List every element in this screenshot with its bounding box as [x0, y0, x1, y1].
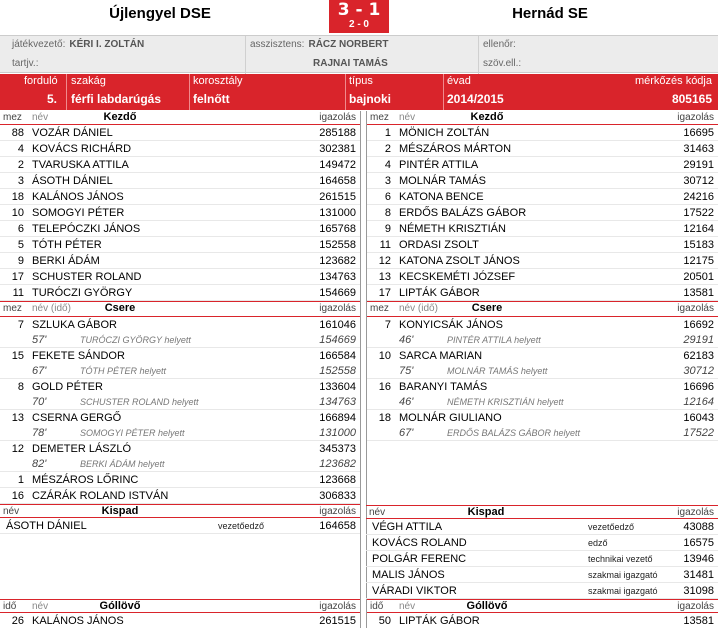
- home-scorers-header: [0, 599, 360, 613]
- shirt-number: 4: [17, 143, 24, 155]
- szov-field: [483, 58, 521, 69]
- license-id: 15183: [683, 239, 714, 251]
- player-name[interactable]: SARCA MARIAN: [399, 350, 483, 362]
- player-name[interactable]: SZLUKA GÁBOR: [32, 319, 117, 331]
- player-name[interactable]: PINTÉR ATTILA: [399, 159, 479, 171]
- player-row[interactable]: [367, 253, 718, 269]
- col-nev: név: [32, 601, 49, 612]
- license-id: 12164: [683, 223, 714, 235]
- shirt-number: 2: [17, 159, 24, 171]
- license-id: 164658: [319, 175, 356, 187]
- staff-name[interactable]: VÁRADI VIKTOR: [372, 585, 457, 597]
- season-value: 2014/2015: [447, 92, 504, 106]
- license-id: 16695: [683, 127, 714, 139]
- player-name[interactable]: KONYICSÁK JÁNOS: [399, 319, 503, 331]
- round-label: forduló: [24, 75, 58, 87]
- shirt-number: 8: [17, 381, 24, 393]
- license-id: 345373: [319, 443, 356, 455]
- license-id: 12175: [683, 255, 714, 267]
- staff-role: edző: [588, 538, 608, 548]
- player-row[interactable]: [367, 237, 718, 253]
- player-row[interactable]: [367, 205, 718, 221]
- col-mez: mez: [3, 303, 22, 314]
- license-id: 17522: [683, 207, 714, 219]
- shirt-number: 16: [11, 490, 24, 502]
- shirt-number: 6: [17, 223, 24, 235]
- home-team-name[interactable]: Újlengyel DSE: [109, 5, 211, 22]
- player-name[interactable]: MÖNICH ZOLTÁN: [399, 127, 490, 139]
- away-subs-header: [367, 301, 718, 317]
- scorers-title: Góllövő: [466, 600, 508, 612]
- player-name[interactable]: KECSKEMÉTI JÓZSEF: [399, 271, 516, 283]
- col-igazolas: igazolás: [319, 601, 356, 612]
- replaced-player: ERDŐS BALÁZS GÁBOR helyett: [447, 428, 581, 438]
- player-row[interactable]: [367, 189, 718, 205]
- shirt-number: 9: [384, 223, 391, 235]
- col-igazolas: igazolás: [677, 507, 714, 518]
- col-igazolas: igazolás: [677, 601, 714, 612]
- player-name[interactable]: FEKETE SÁNDOR: [32, 350, 125, 362]
- replaced-player: NÉMETH KRISZTIÁN helyett: [447, 397, 564, 407]
- license-id: 164658: [319, 520, 356, 532]
- staff-row[interactable]: [0, 518, 360, 534]
- shirt-number: 13: [11, 412, 24, 424]
- staff-role: technikai vezető: [588, 554, 653, 564]
- type-cell: [346, 74, 444, 110]
- replaced-player: SOMOGYI PÉTER helyett: [80, 428, 185, 438]
- replaced-license-id: 17522: [683, 427, 714, 439]
- substitution-row[interactable]: [367, 379, 718, 410]
- shirt-number: 18: [11, 191, 24, 203]
- subs-title: Csere: [104, 302, 136, 314]
- replaced-player: PINTÉR ATTILA helyett: [447, 335, 541, 345]
- bench-title: Kispad: [467, 506, 505, 518]
- player-row[interactable]: [0, 173, 360, 189]
- license-id: 16692: [683, 319, 714, 331]
- license-id: 306833: [319, 490, 356, 502]
- replaced-player: TURÓCZI GYÖRGY helyett: [80, 335, 191, 345]
- shirt-number: 1: [384, 127, 391, 139]
- branch-cell: [67, 74, 190, 110]
- shirt-number: 1: [17, 474, 24, 486]
- player-row[interactable]: [367, 221, 718, 237]
- license-id: 285188: [319, 127, 356, 139]
- shirt-number: 16: [378, 381, 391, 393]
- player-row[interactable]: [367, 125, 718, 141]
- replaced-license-id: 134763: [319, 396, 356, 408]
- player-name[interactable]: BERKI ÁDÁM: [32, 255, 100, 267]
- replaced-license-id: 123682: [319, 458, 356, 470]
- player-row[interactable]: [367, 141, 718, 157]
- referee-label: játékvezető:: [12, 39, 66, 50]
- player-name[interactable]: VOZÁR DÁNIEL: [32, 127, 113, 139]
- home-starters-list: [0, 125, 360, 301]
- scorer-row[interactable]: [0, 613, 360, 628]
- license-id: 31098: [683, 585, 714, 597]
- starters-title: Kezdő: [103, 111, 137, 123]
- license-id: 31481: [683, 569, 714, 581]
- shirt-number: 6: [384, 191, 391, 203]
- staff-row[interactable]: [366, 519, 718, 535]
- col-nev-ido: név (idő): [399, 303, 438, 314]
- final-score: 3 - 1: [337, 0, 381, 20]
- license-id: 302381: [319, 143, 356, 155]
- staff-name[interactable]: POLGÁR FERENC: [372, 553, 467, 565]
- home-team-panel: [0, 111, 361, 628]
- subs-title: Csere: [471, 302, 503, 314]
- controller-field: [483, 39, 516, 50]
- reserve-referee-field: [12, 58, 38, 69]
- player-name[interactable]: NÉMETH KRISZTIÁN: [399, 223, 506, 235]
- round-value: 5.: [47, 92, 58, 106]
- player-name[interactable]: TÓTH PÉTER: [32, 239, 102, 251]
- license-id: 161046: [319, 319, 356, 331]
- col-igazolas: igazolás: [319, 303, 356, 314]
- replaced-player: MOLNÁR TAMÁS helyett: [447, 366, 548, 376]
- shirt-number: 3: [384, 175, 391, 187]
- col-mez: mez: [370, 303, 389, 314]
- player-name[interactable]: KATONA ZSOLT JÁNOS: [399, 255, 520, 267]
- player-name[interactable]: TELEPÓCZKI JÁNOS: [32, 223, 141, 235]
- substitution-row[interactable]: [367, 410, 718, 441]
- substitution-row[interactable]: [367, 348, 718, 379]
- shirt-number: 11: [379, 239, 391, 251]
- staff-role: vezetőedző: [218, 521, 265, 531]
- away-bench-section: [366, 505, 718, 599]
- away-bench-list: [366, 519, 718, 599]
- col-igazolas: igazolás: [319, 506, 356, 517]
- staff-row[interactable]: [366, 567, 718, 583]
- goal-minute: 50: [378, 615, 391, 627]
- staff-name[interactable]: ÁSOTH DÁNIEL: [6, 520, 87, 532]
- license-id: 20501: [683, 271, 714, 283]
- scorer-row[interactable]: [367, 613, 718, 628]
- away-scorers-section: [366, 599, 718, 628]
- staff-name[interactable]: MALIS JÁNOS: [372, 569, 445, 581]
- replaced-license-id: 131000: [319, 427, 356, 439]
- license-id: 24216: [683, 191, 714, 203]
- replaced-player: SCHUSTER ROLAND helyett: [80, 397, 199, 407]
- player-row[interactable]: [0, 189, 360, 205]
- player-name[interactable]: ÁSOTH DÁNIEL: [32, 175, 113, 187]
- substitution-row[interactable]: [0, 348, 360, 379]
- substitution-row[interactable]: [0, 441, 360, 472]
- replaced-player: BERKI ÁDÁM helyett: [80, 459, 165, 469]
- season-cell: [444, 74, 718, 110]
- substitution-minute: 67': [32, 365, 47, 377]
- replaced-player: TÓTH PÉTER helyett: [80, 366, 167, 376]
- player-name[interactable]: MÉSZÁROS MÁRTON: [399, 143, 512, 155]
- referee-name: KÉRI I. ZOLTÁN: [69, 39, 145, 50]
- player-name[interactable]: DEMETER LÁSZLÓ: [32, 443, 132, 455]
- license-id: 152558: [319, 239, 356, 251]
- col-nev-ido: név (idő): [32, 303, 71, 314]
- player-row[interactable]: [0, 253, 360, 269]
- szov-label: szöv.ell.:: [483, 58, 522, 69]
- home-subs-list: [0, 317, 360, 472]
- player-row[interactable]: [367, 157, 718, 173]
- shirt-number: 3: [17, 175, 24, 187]
- age-group-label: korosztály: [193, 75, 243, 87]
- home-scorers-list: [0, 613, 360, 628]
- branch-label: szakág: [71, 75, 106, 87]
- replaced-license-id: 29191: [683, 334, 714, 346]
- controller-label: ellenőr:: [483, 39, 516, 50]
- col-nev: név: [399, 601, 416, 612]
- age-group-value: felnőtt: [193, 92, 230, 106]
- player-name[interactable]: ORDASI ZSOLT: [399, 239, 479, 251]
- col-ido: idő: [370, 601, 384, 612]
- staff-name[interactable]: VÉGH ATTILA: [372, 521, 443, 533]
- scorer-name[interactable]: KALÁNOS JÁNOS: [32, 615, 124, 627]
- col-igazolas: igazolás: [677, 112, 714, 123]
- assistant-2-name: RAJNAI TAMÁS: [313, 58, 388, 69]
- type-label: típus: [349, 75, 373, 87]
- score-box: [329, 0, 389, 33]
- license-id: 31463: [683, 143, 714, 155]
- officials-bar: [0, 35, 718, 73]
- substitution-minute: 57': [32, 334, 47, 346]
- col-nev: név: [32, 112, 49, 123]
- officials-divider: [478, 36, 479, 74]
- player-name[interactable]: LIPTÁK GÁBOR: [399, 287, 480, 299]
- substitution-minute: 75': [399, 365, 414, 377]
- player-name[interactable]: ERDŐS BALÁZS GÁBOR: [399, 207, 527, 219]
- player-row[interactable]: [0, 141, 360, 157]
- license-id: 154669: [319, 287, 356, 299]
- replaced-license-id: 12164: [683, 396, 714, 408]
- license-id: 165768: [319, 223, 356, 235]
- license-id: 261515: [319, 615, 356, 627]
- home-starters-header: [0, 111, 360, 125]
- player-name[interactable]: CZÁRÁK ROLAND ISTVÁN: [32, 490, 169, 502]
- away-scorers-header: [367, 599, 718, 613]
- player-name[interactable]: KOVÁCS RICHÁRD: [32, 143, 132, 155]
- substitution-row[interactable]: [0, 379, 360, 410]
- player-name[interactable]: MOLNÁR TAMÁS: [399, 175, 486, 187]
- shirt-number: 11: [12, 287, 24, 299]
- col-igazolas: igazolás: [319, 112, 356, 123]
- starters-title: Kezdő: [470, 111, 504, 123]
- substitution-minute: 67': [399, 427, 414, 439]
- shirt-number: 17: [11, 271, 24, 283]
- player-name[interactable]: MÉSZÁROS LŐRINC: [32, 474, 139, 486]
- col-nev: név: [369, 507, 386, 518]
- staff-role: szakmai igazgató: [588, 586, 658, 596]
- player-name[interactable]: TURÓCZI GYÖRGY: [32, 287, 133, 299]
- shirt-number: 2: [384, 143, 391, 155]
- match-header: [0, 0, 718, 34]
- license-id: 13581: [683, 287, 714, 299]
- season-label: évad: [447, 75, 471, 87]
- player-row[interactable]: [0, 285, 360, 301]
- col-igazolas: igazolás: [677, 303, 714, 314]
- license-id: 133604: [319, 381, 356, 393]
- col-mez: mez: [3, 112, 22, 123]
- staff-row[interactable]: [366, 551, 718, 567]
- away-starters-list: [367, 125, 718, 301]
- license-id: 16575: [683, 537, 714, 549]
- shirt-number: 12: [11, 443, 24, 455]
- shirt-number: 10: [378, 350, 391, 362]
- shirt-number: 4: [384, 159, 391, 171]
- shirt-number: 15: [11, 350, 24, 362]
- player-name[interactable]: KATONA BENCE: [399, 191, 484, 203]
- player-row[interactable]: [0, 157, 360, 173]
- shirt-number: 9: [17, 255, 24, 267]
- player-name[interactable]: SCHUSTER ROLAND: [32, 271, 142, 283]
- staff-row[interactable]: [366, 535, 718, 551]
- replaced-license-id: 154669: [319, 334, 356, 346]
- age-group-cell: [190, 74, 346, 110]
- player-name[interactable]: SOMOGYI PÉTER: [32, 207, 125, 219]
- substitution-minute: 70': [32, 396, 47, 408]
- staff-role: szakmai igazgató: [588, 570, 658, 580]
- substitution-minute: 82': [32, 458, 47, 470]
- player-name[interactable]: TVARUSKA ATTILA: [32, 159, 129, 171]
- scorers-title: Góllövő: [99, 600, 141, 612]
- substitution-row[interactable]: [0, 317, 360, 348]
- goal-minute: 26: [11, 615, 24, 627]
- substitution-minute: 46': [399, 334, 414, 346]
- player-row[interactable]: [367, 269, 718, 285]
- player-row[interactable]: [0, 125, 360, 141]
- player-name[interactable]: KALÁNOS JÁNOS: [32, 191, 124, 203]
- player-name[interactable]: BARANYI TAMÁS: [399, 381, 488, 393]
- substitution-minute: 46': [399, 396, 414, 408]
- referee-field: [12, 39, 144, 50]
- license-id: 131000: [319, 207, 356, 219]
- away-subs-list: [367, 317, 718, 441]
- match-code-value: 805165: [671, 92, 712, 106]
- substitution-minute: 78': [32, 427, 47, 439]
- shirt-number: 17: [378, 287, 391, 299]
- license-id: 30712: [683, 175, 714, 187]
- away-scorers-list: [367, 613, 718, 628]
- license-id: 166584: [319, 350, 356, 362]
- assistants-label: asszisztens:: [250, 39, 305, 50]
- license-id: 43088: [683, 521, 714, 533]
- scorer-name[interactable]: LIPTÁK GÁBOR: [399, 615, 480, 627]
- player-row[interactable]: [0, 221, 360, 237]
- shirt-number: 12: [378, 255, 391, 267]
- shirt-number: 8: [384, 207, 391, 219]
- shirt-number: 7: [384, 319, 391, 331]
- license-id: 16043: [683, 412, 714, 424]
- license-id: 13946: [683, 553, 714, 565]
- license-id: 123682: [319, 255, 356, 267]
- col-mez: mez: [370, 112, 389, 123]
- player-row[interactable]: [0, 269, 360, 285]
- player-row[interactable]: [0, 472, 360, 488]
- player-name[interactable]: GOLD PÉTER: [32, 381, 103, 393]
- license-id: 134763: [319, 271, 356, 283]
- substitution-row[interactable]: [367, 317, 718, 348]
- assistant-2-field: [313, 58, 388, 69]
- staff-row[interactable]: [366, 583, 718, 599]
- replaced-license-id: 30712: [683, 365, 714, 377]
- shirt-number: 88: [11, 127, 24, 139]
- away-starters-header: [367, 111, 718, 125]
- license-id: 16696: [683, 381, 714, 393]
- player-row[interactable]: [367, 285, 718, 301]
- type-value: bajnoki: [349, 92, 392, 106]
- license-id: 149472: [319, 159, 356, 171]
- home-bench-header: [0, 504, 360, 518]
- license-id: 261515: [319, 191, 356, 203]
- officials-divider: [245, 36, 246, 74]
- round-cell: [0, 74, 67, 110]
- player-row[interactable]: [0, 237, 360, 253]
- halftime-score: 2 - 0: [348, 19, 369, 30]
- license-id: 166894: [319, 412, 356, 424]
- col-nev: név: [399, 112, 416, 123]
- col-nev: név: [3, 506, 20, 517]
- player-row[interactable]: [0, 205, 360, 221]
- shirt-number: 7: [17, 319, 24, 331]
- replaced-license-id: 152558: [319, 365, 356, 377]
- home-bench-list: [0, 518, 360, 534]
- away-team-name[interactable]: Hernád SE: [512, 5, 588, 22]
- staff-role: vezetőedző: [588, 522, 635, 532]
- player-row[interactable]: [0, 488, 360, 504]
- player-name[interactable]: CSERNA GERGŐ: [32, 412, 122, 424]
- match-info-bar: [0, 74, 718, 110]
- player-name[interactable]: MOLNÁR GIULIANO: [399, 412, 502, 424]
- license-id: 123668: [319, 474, 356, 486]
- assistants-field: [250, 39, 388, 50]
- away-bench-header: [366, 505, 718, 519]
- substitution-row[interactable]: [0, 410, 360, 441]
- shirt-number: 18: [378, 412, 391, 424]
- player-row[interactable]: [367, 173, 718, 189]
- bench-title: Kispad: [101, 505, 139, 517]
- branch-value: férfi labdarúgás: [71, 92, 162, 106]
- shirt-number: 5: [17, 239, 24, 251]
- assistant-1-name: RÁCZ NORBERT: [308, 39, 389, 50]
- home-subs-header: [0, 301, 360, 317]
- match-code-label: mérkőzés kódja: [634, 75, 712, 87]
- shirt-number: 13: [378, 271, 391, 283]
- license-id: 62183: [683, 350, 714, 362]
- reserve-referee-label: tartjv.:: [12, 58, 39, 69]
- home-unused-list: [0, 472, 360, 504]
- home-scorers-section: [0, 599, 361, 628]
- col-ido: idő: [3, 601, 17, 612]
- shirt-number: 10: [11, 207, 24, 219]
- license-id: 13581: [683, 615, 714, 627]
- staff-name[interactable]: KOVÁCS ROLAND: [372, 537, 467, 549]
- license-id: 29191: [683, 159, 714, 171]
